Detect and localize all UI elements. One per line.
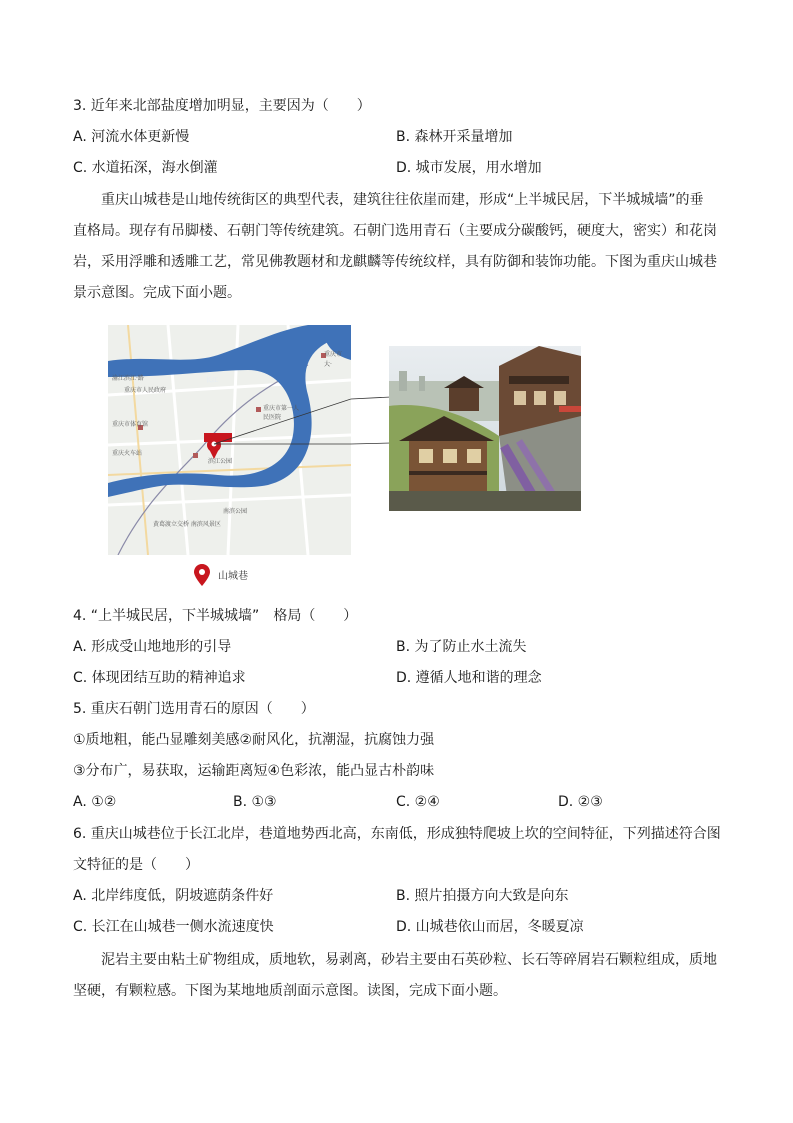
passage1-line2: 直格局。现存有吊脚楼、石朝门等传统建筑。石朝门选用青石（主要成分碳酸钙，硬度大，密实）和花岗 xyxy=(73,223,717,239)
q6-option-a: A. 北岸纬度低，阴坡遮荫条件好 xyxy=(73,888,274,904)
map-label-right2: 大· xyxy=(324,361,332,368)
passage2-line1: 泥岩主要由粘土矿物组成，质地软，易剥离，砂岩主要由石英砂粒、长石等碎屑岩石颗粒组成，质地 xyxy=(101,952,717,968)
q5-statement-2: ③分布广，易获取，运输距离短④色彩浓，能凸显古朴韵味 xyxy=(73,763,435,779)
map-label-gym: 重庆市体育馆 xyxy=(112,421,149,428)
q6-option-c: C. 长江在山城巷一侧水流速度快 xyxy=(73,919,274,935)
callout-lines xyxy=(351,322,391,462)
map-label-park: 滨江公园 xyxy=(208,458,233,465)
passage1-line1: 重庆山城巷是山地传统街区的典型代表，建筑往往依崖而建，形成“上半城民居，下半城城墙”的垂 xyxy=(101,192,704,208)
q4-stem: 4. “上半城民居，下半城城墙” 格局（ ） xyxy=(73,608,358,624)
q5-option-c: C. ②④ xyxy=(396,794,440,810)
map-label-govt: 重庆市人民政府 xyxy=(124,387,167,394)
map-label-scenic: 黄葛渡立交桥 南滨风景区 xyxy=(153,521,221,528)
map-label-right1: 重庆市 xyxy=(324,351,343,358)
q6-option-d: D. 山城巷依山而居，冬暖夏凉 xyxy=(396,919,584,935)
q6-stem-line1: 6. 重庆山城巷位于长江北岸，巷道地势西北高，东南低，形成独特爬坡上坎的空间特征，下列描述符合图 xyxy=(73,826,721,842)
q5-option-a: A. ①② xyxy=(73,794,117,810)
shancheng-lane-photo xyxy=(389,346,581,511)
q4-option-b: B. 为了防止水土流失 xyxy=(396,639,527,655)
q4-option-c: C. 体现团结互助的精神追求 xyxy=(73,670,246,686)
map-label-river: 长江 xyxy=(206,377,219,384)
passage1-line4: 景示意图。完成下面小题。 xyxy=(73,285,241,301)
passage2-line2: 坚硬，有颗粒感。下图为某地地质剖面示意图。读图，完成下面小题。 xyxy=(73,983,507,999)
q5-option-b: B. ①③ xyxy=(233,794,277,810)
q4-option-a: A. 形成受山地地形的引导 xyxy=(73,639,232,655)
map-label-station: 重庆火车站 xyxy=(112,450,143,457)
q5-statement-1: ①质地粗，能凸显雕刻美感②耐风化，抗潮湿，抗腐蚀力强 xyxy=(73,732,435,748)
legend-label: 山城巷 xyxy=(218,571,248,582)
figure-shancheng-lane xyxy=(108,322,588,594)
map-graphic xyxy=(108,325,351,555)
q4-option-d: D. 遵循人地和谐的理念 xyxy=(396,670,542,686)
q6-stem-line2: 文特征的是（ ） xyxy=(73,857,199,873)
q3-option-d: D. 城市发展，用水增加 xyxy=(396,160,542,176)
q3-option-c: C. 水道拓深，海水倒灌 xyxy=(73,160,218,176)
legend-marker-icon xyxy=(194,564,210,586)
q5-stem: 5. 重庆石朝门选用青石的原因（ ） xyxy=(73,701,315,717)
q3-option-b: B. 森林开采量增加 xyxy=(396,129,513,145)
map-label-hospital1: 重庆市第一人 xyxy=(263,405,300,412)
location-map xyxy=(108,325,351,555)
q6-option-b: B. 照片拍摄方向大致是向东 xyxy=(396,888,569,904)
map-label-hospital2: 民医院 xyxy=(263,414,282,421)
q5-option-d: D. ②③ xyxy=(558,794,603,810)
q3-stem: 3. 近年来北部盐度增加明显，主要因为（ ） xyxy=(73,98,371,114)
q3-option-a: A. 河流水体更新慢 xyxy=(73,129,190,145)
photo-illustration xyxy=(389,346,581,511)
passage1-line3: 岩，采用浮雕和透雕工艺，常见佛教题材和龙麒麟等传统纹样，具有防御和装饰功能。下图为重庆山城巷 xyxy=(73,254,717,270)
map-label-binjiang: 渝江滨江·路 xyxy=(112,375,144,382)
map-label-rd: 南滨公园 xyxy=(223,508,248,515)
